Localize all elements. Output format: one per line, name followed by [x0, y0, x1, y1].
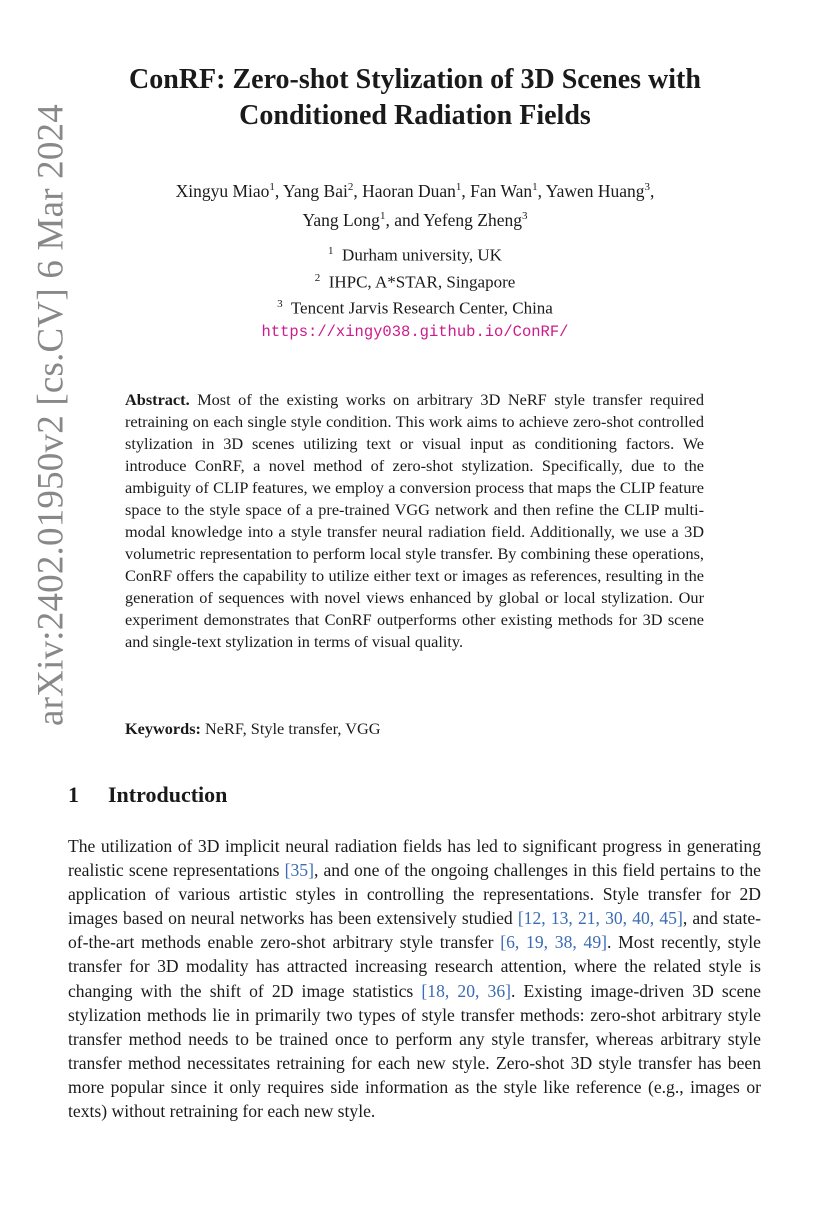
keywords [125, 718, 381, 740]
author: Yefeng Zheng [423, 209, 523, 230]
abstract-label: Abstract. [125, 390, 190, 409]
section-number: 1 [68, 782, 79, 807]
affiliation: $^3$ Tencent Jarvis Research Center, China [277, 298, 553, 318]
citation-link[interactable]: [18, 20, 36] [421, 980, 512, 1001]
section-heading [68, 780, 227, 810]
author: Haoran Duan [362, 180, 456, 201]
author-list: Xingyu Miao$^1$, Yang Bai$^2$, Haoran Duan$^1$, Fan Wan$^1$, Yawen Huang$^3$, Yang Long$^1$, and Yefeng Zheng$^3$ [175, 180, 655, 230]
abstract-text: Most of the existing works on arbitrary 3D NeRF style transfer required retraining on each single style condition. This work aims to achieve zero-shot controlled stylization in 3D scenes utilizing text or visual input as conditioning factors. We introduce ConRF, a novel method of zero-shot stylization. Specifically, due to the ambiguity of CLIP features, we employ a conversion process that maps the CLIP feature space to the style space of a pre-trained VGG network and then refine the CLIP multi-modal knowledge into a style transfer neural radiation field. Additionally, we use a 3D volumetric representation to perform local style transfer. By combining these operations, ConRF offers the capability to utilize either text or images as references, resulting in the generation of sequences with novel views enhanced by global or local stylization. Our experiment demonstrates that ConRF outperforms other existing methods for 3D scene and single-text stylization in terms of visual quality. [125, 390, 705, 651]
project-url-link[interactable]: https://xingy038.github.io/ConRF/ [261, 322, 569, 341]
affiliation: $^2$ IHPC, A*STAR, Singapore [314, 271, 516, 292]
arxiv-sidebar [30, 70, 72, 760]
author: Yawen Huang [545, 180, 645, 201]
author: Yang Long [302, 209, 380, 230]
abstract [125, 389, 704, 653]
affiliations [150, 240, 680, 343]
affiliation: $^1$ Durham university, UK [328, 245, 502, 265]
author: Fan Wan [470, 180, 533, 201]
citation-link[interactable]: [12, 13, 21, 30, 40, 45] [517, 908, 683, 929]
author: Yang Bai [283, 180, 348, 201]
citation-link[interactable]: [6, 19, 38, 49] [500, 932, 607, 953]
keywords-text: NeRF, Style transfer, VGG [205, 719, 381, 738]
section-title: Introduction [108, 782, 228, 807]
keywords-label: Keywords: [125, 719, 201, 738]
citation-link[interactable]: [35] [284, 860, 314, 881]
paper-title: ConRF: Zero-shot Stylization of 3D Scenes with Conditioned Radiation Fields [129, 64, 701, 131]
author: Xingyu Miao [175, 180, 270, 201]
arxiv-identifier: arXiv:2402.01950v2 [cs.CV] 6 Mar 2024 [30, 104, 72, 726]
introduction-paragraph: The utilization of 3D implicit neural radiation fields has led to significant progress in generating realistic scene representations [35], and one of the ongoing challenges in this field pertains to the application of various artistic styles in controlling the representations. Style transfer for 2D images based on neural networks has been extensively studied [12, 13, 21, 30, 40, 45], and state-of-the-art methods enable zero-shot arbitrary style transfer [6, 19, 38, 49]. Most recently, style transfer for 3D modality has attracted increasing research attention, where the related style is changing with the shift of 2D image statistics [18, 20, 36]. Existing image-driven 3D scene stylization methods lie in primarily two types of style transfer methods: zero-shot arbitrary style transfer method needs to be trained once to perform any style transfer, whereas arbitrary style transfer method necessitates retraining for each new style. Zero-shot 3D style transfer has been more popular since it only requires side information as the style like reference (e.g., images or texts) without retraining for each new style. [68, 836, 761, 1122]
